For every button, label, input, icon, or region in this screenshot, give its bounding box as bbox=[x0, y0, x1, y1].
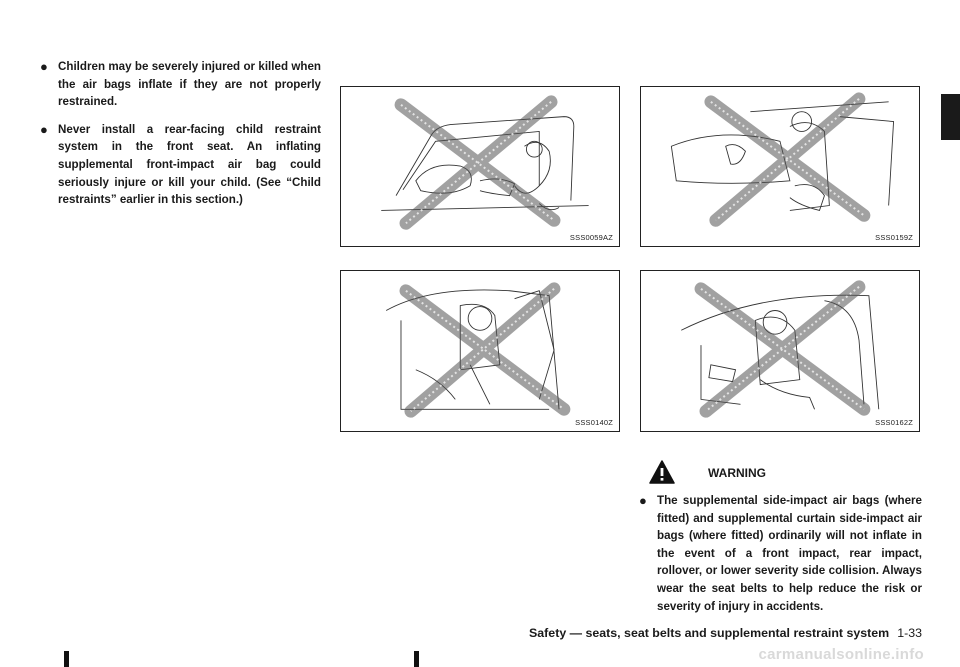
illustration-rear-seat-child bbox=[641, 271, 919, 431]
bullet-item bbox=[40, 58, 321, 111]
page-footer bbox=[529, 626, 922, 640]
watermark-text: carmanualsonline.info bbox=[758, 646, 924, 663]
bullet-text: Children may be severely injured or killed when the air bags inflate if they are not properly restrained. bbox=[58, 60, 321, 109]
figure-rear-facing-restraint bbox=[640, 86, 920, 247]
illustration-dashboard-airbag bbox=[641, 87, 919, 246]
illustration-car-interior bbox=[341, 87, 619, 246]
figure-code: SSS0162Z bbox=[875, 418, 913, 427]
warning-section bbox=[639, 452, 922, 615]
figure-code: SSS0059AZ bbox=[569, 233, 613, 242]
warning-title: WARNING bbox=[708, 466, 766, 480]
warning-triangle-icon bbox=[649, 460, 675, 484]
warning-bullet-item bbox=[639, 492, 922, 615]
section-tab-marker bbox=[941, 94, 960, 140]
footer-section-title: Safety — seats, seat belts and supplemental restraint system bbox=[529, 626, 890, 640]
figure-child-seated-rear bbox=[640, 270, 920, 432]
warning-bullet-text: The supplemental side-impact air bags (where fitted) and supplemental curtain side-impact air bags (where fitted) ordinarily will not inflate in the event of a front impact, rear impact, rollover, or lower severity side collision. Always wear the seat belts to help reduce the risk or severity of injury in accidents. bbox=[657, 494, 922, 613]
figure-code: SSS0159Z bbox=[875, 233, 913, 242]
illustration-open-door-seat bbox=[341, 271, 619, 431]
bullet-item bbox=[40, 121, 321, 209]
figure-code: SSS0140Z bbox=[575, 418, 613, 427]
intro-bullet-list bbox=[40, 58, 321, 219]
crop-mark bbox=[64, 651, 69, 667]
warning-header bbox=[639, 452, 922, 492]
crop-mark bbox=[414, 651, 419, 667]
bullet-dot-icon: ● bbox=[40, 59, 48, 74]
bullet-dot-icon: ● bbox=[639, 493, 647, 508]
bullet-dot-icon: ● bbox=[40, 121, 48, 137]
bullet-text: Never install a rear-facing child restraint system in the front seat. An inflating supplemental front-impact air bag could seriously injure or kill your child. (See “Child restraints” earlier in this section.) bbox=[58, 122, 321, 207]
page-number: 1-33 bbox=[897, 626, 922, 640]
figure-child-front-seat bbox=[340, 86, 620, 247]
figure-child-leaning-door bbox=[340, 270, 620, 432]
